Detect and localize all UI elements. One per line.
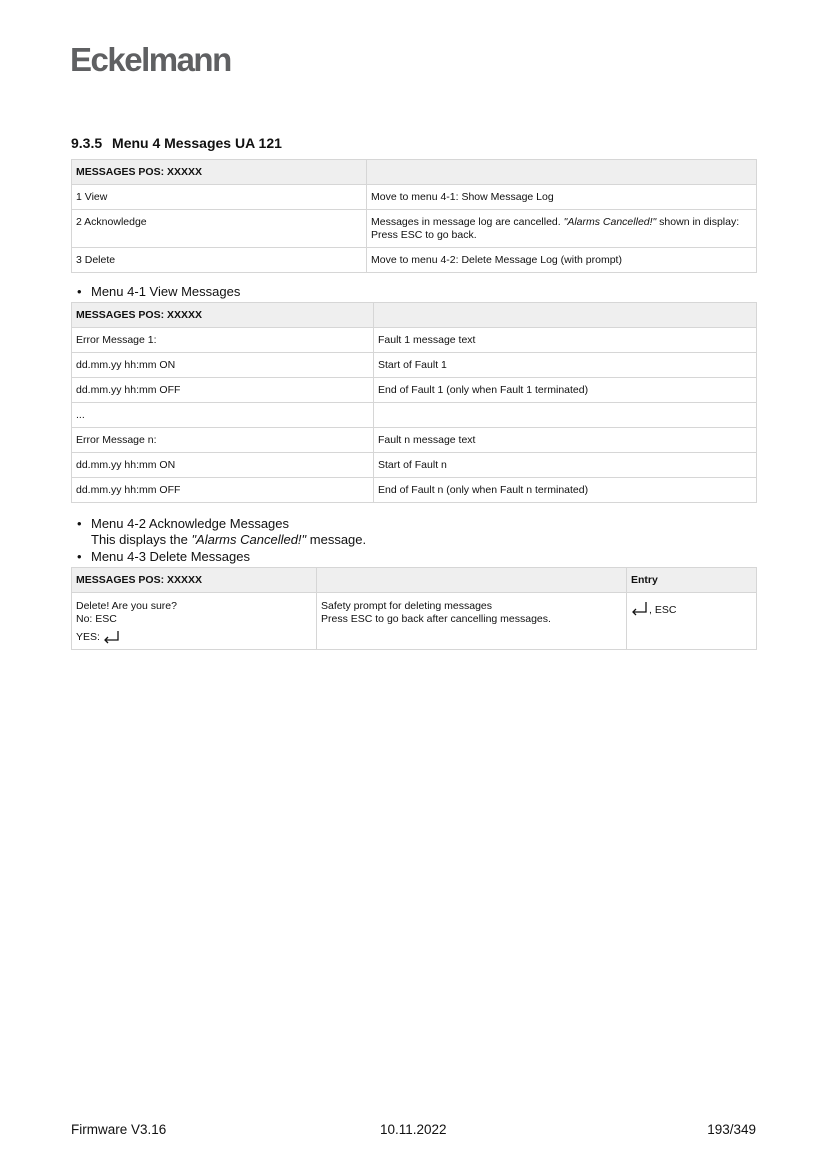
bullet-dot: • (77, 549, 82, 564)
company-logo: Eckelmann (70, 41, 231, 78)
table-cell: 2 Acknowledge (72, 210, 367, 248)
table-cell (317, 593, 627, 650)
table-cell: dd.mm.yy hh:mm OFF (72, 478, 374, 503)
table-header-cell: MESSAGES POS: XXXXX (72, 160, 367, 185)
table-cell: Move to menu 4-1: Show Message Log (367, 185, 757, 210)
cell-text: Messages in message log are cancelled. (371, 216, 564, 228)
bullet-dot: • (77, 284, 82, 299)
bullet-text: Menu 4-1 View Messages (91, 284, 241, 299)
table-row (72, 248, 757, 273)
sub-text: This displays the (91, 532, 192, 547)
bullet-item (77, 549, 250, 565)
table-cell (72, 593, 317, 650)
sub-italic-text: "Alarms Cancelled!" (191, 532, 307, 547)
table-cell: Error Message 1: (72, 328, 374, 353)
table-header-cell: MESSAGES POS: XXXXX (72, 568, 317, 593)
table-row (72, 403, 757, 428)
bullet-subtext (91, 532, 366, 548)
table-header-row (72, 160, 757, 185)
table-cell: Start of Fault 1 (374, 353, 757, 378)
table-header-cell (374, 303, 757, 328)
table-row (72, 210, 757, 248)
table-cell: dd.mm.yy hh:mm ON (72, 453, 374, 478)
footer-firmware: Firmware V3.16 (71, 1122, 167, 1137)
table-cell: Fault 1 message text (374, 328, 757, 353)
table-row (72, 378, 757, 403)
cell-line: No: ESC (76, 613, 117, 625)
bullet-text: Menu 4-2 Acknowledge Messages (91, 516, 290, 531)
menu-4-table (71, 159, 757, 273)
table-cell: Error Message n: (72, 428, 374, 453)
section-heading (71, 134, 282, 152)
table-cell: Start of Fault n (374, 453, 757, 478)
section-number: 9.3.5 (71, 135, 103, 151)
table-header-row (72, 303, 757, 328)
cell-line: Press ESC to go back after cancelling messages. (321, 613, 551, 625)
enter-key-icon (103, 630, 121, 644)
table-row (72, 593, 757, 650)
table-cell: End of Fault 1 (only when Fault 1 terminated) (374, 378, 757, 403)
table-header-cell (317, 568, 627, 593)
table-cell (627, 593, 757, 650)
table-cell: Move to menu 4-2: Delete Message Log (with prompt) (367, 248, 757, 273)
entry-text: , ESC (649, 604, 677, 616)
table-row (72, 428, 757, 453)
table-row (72, 453, 757, 478)
sub-text: message. (306, 532, 367, 547)
table-cell: Fault n message text (374, 428, 757, 453)
table-cell (374, 403, 757, 428)
menu-4-3-table (71, 567, 757, 650)
section-title: Menu 4 Messages UA 121 (112, 135, 282, 151)
cell-line: Safety prompt for deleting messages (321, 600, 493, 612)
enter-key-icon (631, 601, 649, 617)
table-cell: End of Fault n (only when Fault n terminated) (374, 478, 757, 503)
cell-italic-text: "Alarms Cancelled!" (563, 216, 657, 228)
bullet-item (77, 516, 289, 532)
table-row (72, 478, 757, 503)
yes-label: YES: (76, 631, 100, 643)
table-header-cell: Entry (627, 568, 757, 593)
table-cell: 3 Delete (72, 248, 367, 273)
table-row (72, 185, 757, 210)
footer-page-number: 193/349 (707, 1122, 756, 1137)
table-cell: dd.mm.yy hh:mm ON (72, 353, 374, 378)
bullet-text: Menu 4-3 Delete Messages (91, 549, 250, 564)
table-cell (367, 210, 757, 248)
bullet-dot: • (77, 516, 82, 531)
table-cell: dd.mm.yy hh:mm OFF (72, 378, 374, 403)
table-header-row (72, 568, 757, 593)
menu-4-1-table (71, 302, 757, 503)
cell-text: shown in display: Press ESC to go back. (371, 216, 740, 241)
cell-line (76, 630, 312, 644)
table-cell: ... (72, 403, 374, 428)
bullet-item (77, 284, 240, 300)
table-row (72, 353, 757, 378)
table-header-cell (367, 160, 757, 185)
table-row (72, 328, 757, 353)
cell-line: Delete! Are you sure? (76, 600, 177, 612)
table-header-cell: MESSAGES POS: XXXXX (72, 303, 374, 328)
footer-date: 10.11.2022 (380, 1122, 447, 1137)
table-cell: 1 View (72, 185, 367, 210)
